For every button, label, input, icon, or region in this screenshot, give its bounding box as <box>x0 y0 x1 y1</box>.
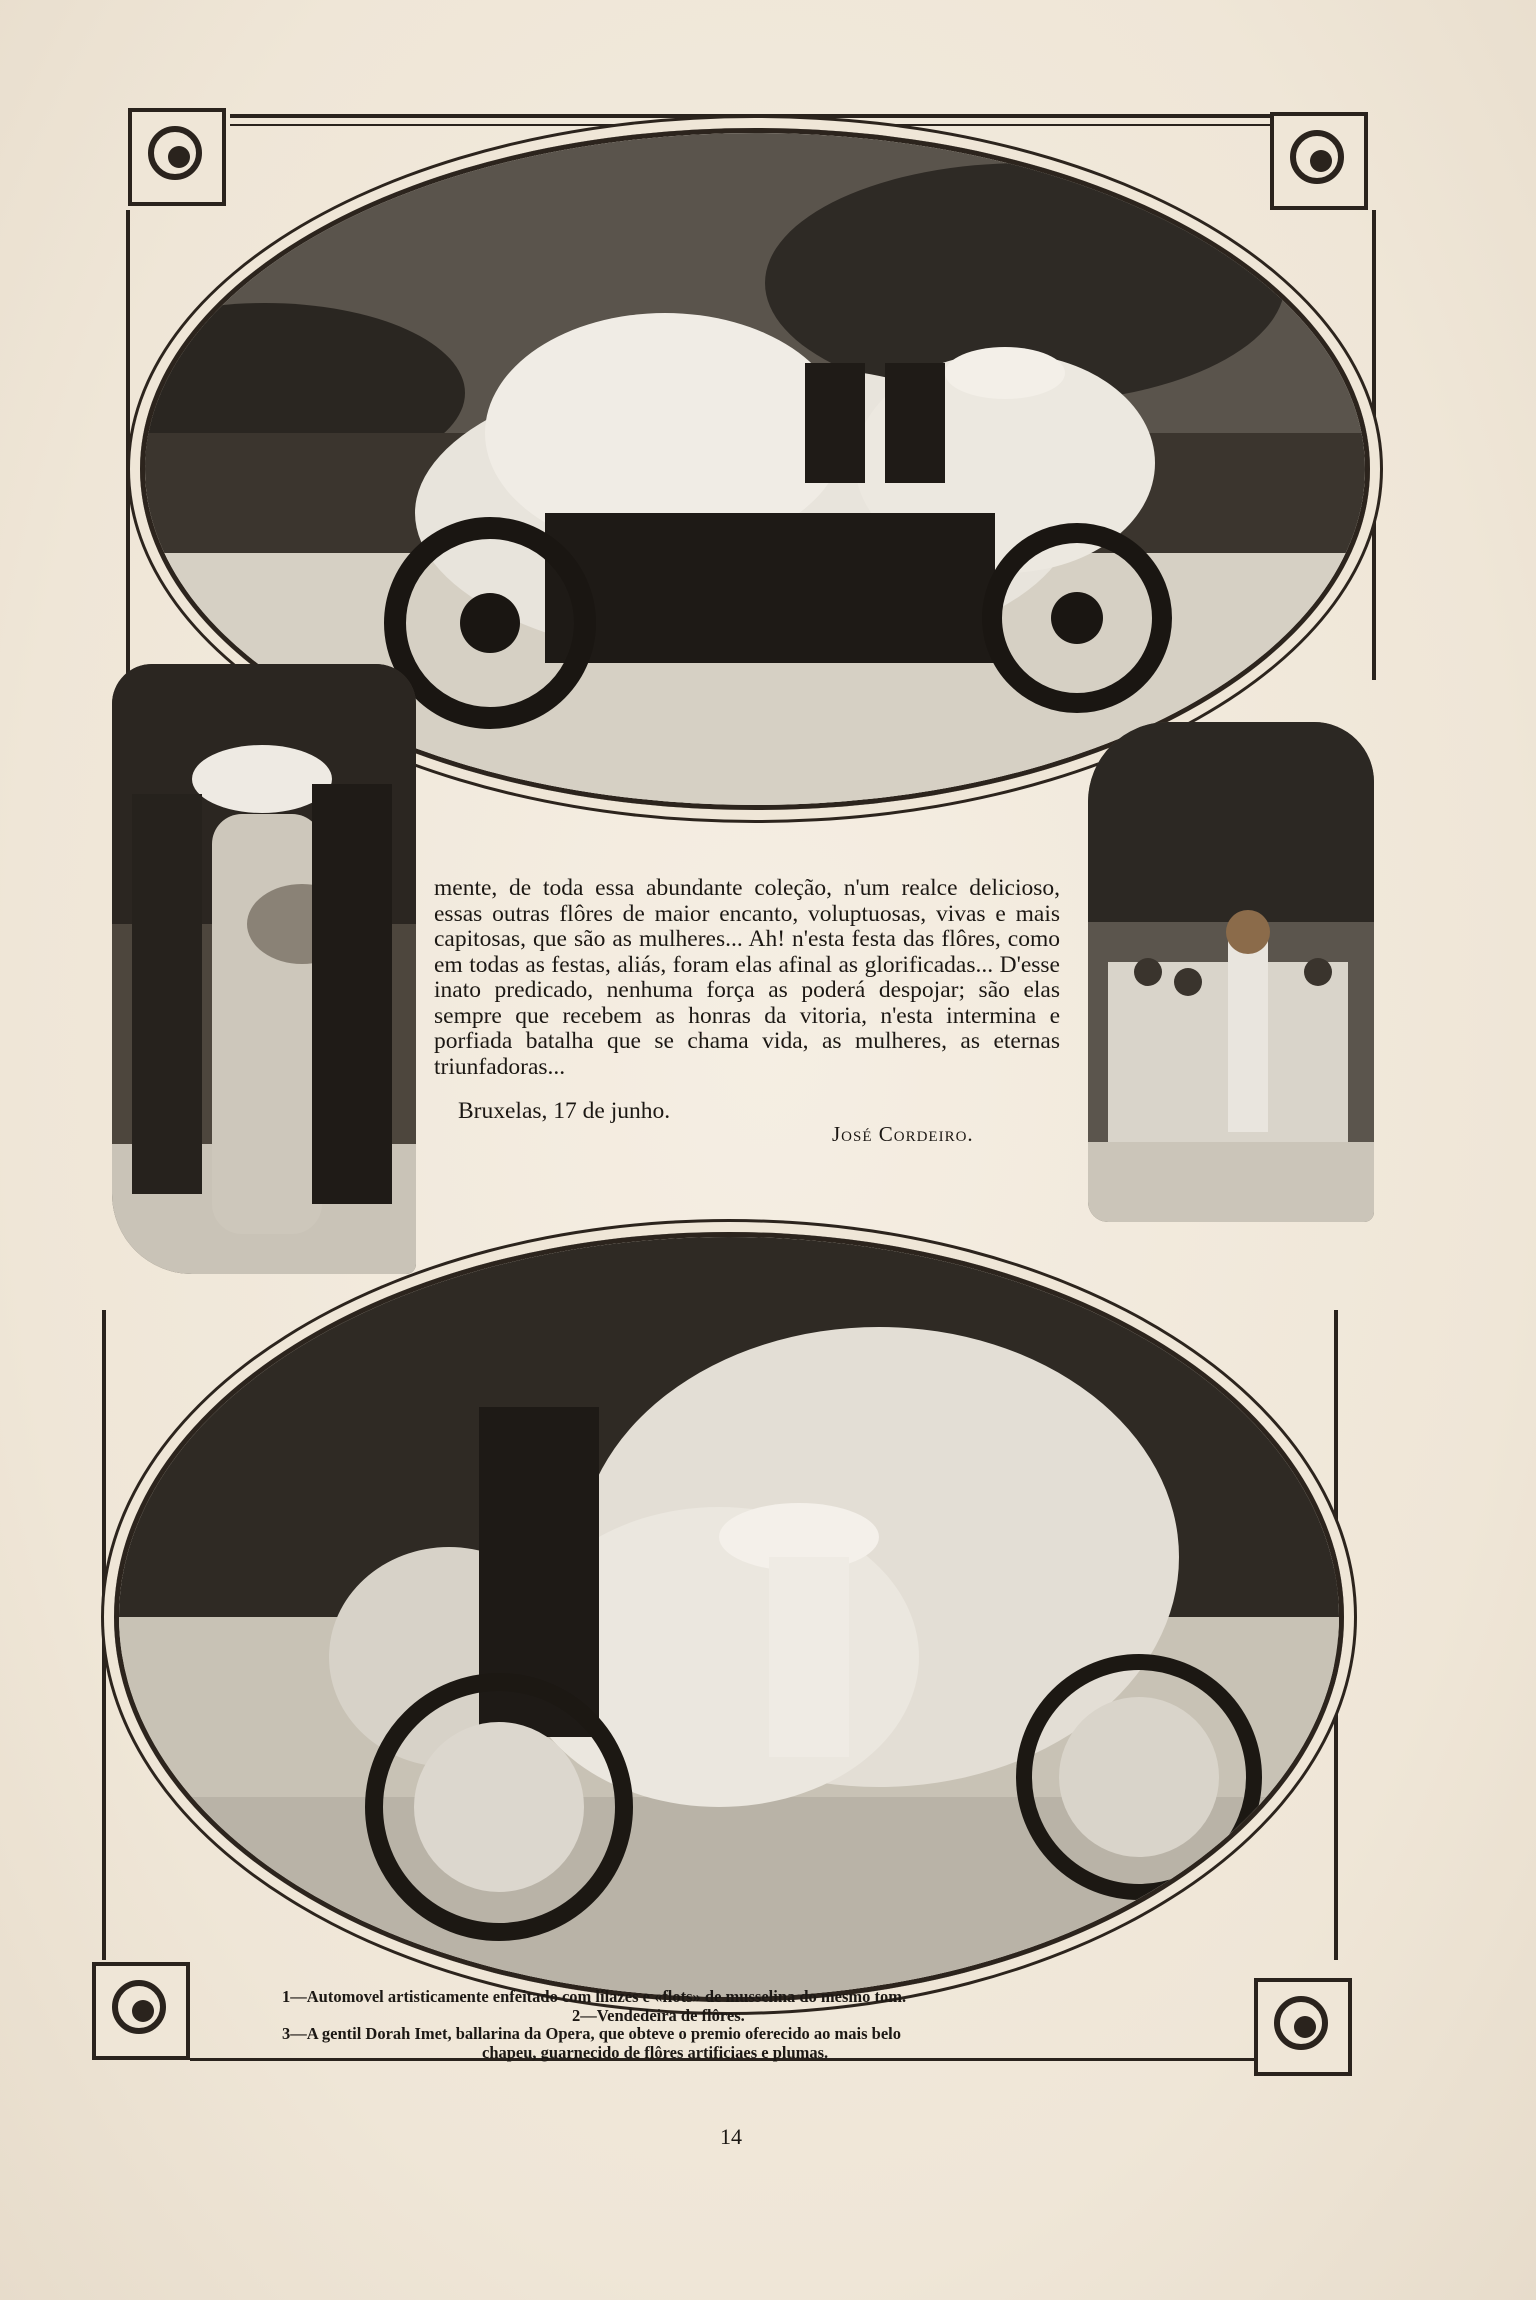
ornament-corner-bottom-left-icon <box>92 1962 190 2060</box>
caption-3-continued: chapeu, guarnecido de flôres artificiaes e plumas. <box>482 2042 829 2062</box>
frame-top-line <box>230 114 1300 118</box>
photo-flower-seller <box>112 664 416 1274</box>
frame-left-line-top <box>126 210 130 680</box>
frame-left-line-bottom <box>102 1310 106 1960</box>
frame-top-line-inner <box>230 124 1300 126</box>
ornament-corner-top-right-icon <box>1270 112 1368 210</box>
article-body <box>434 876 1060 1080</box>
frame-right-line-top <box>1372 210 1376 680</box>
photo-children-image <box>1088 722 1374 1222</box>
photo-carriage-image <box>119 1237 1339 1997</box>
photo-flower-seller-image <box>112 664 416 1274</box>
article-place-date: Bruxelas, 17 de junho. <box>458 1098 671 1124</box>
caption-2: 2—Vendedeira de flôres. <box>572 2005 745 2025</box>
article-author: José Cordeiro. <box>832 1122 974 1146</box>
ornament-corner-top-left-icon <box>128 108 226 206</box>
photo-children-uniform <box>1088 722 1374 1222</box>
photo-captions <box>282 1988 1202 2062</box>
photo-flower-carriage <box>114 1232 1344 2002</box>
caption-1: 1—Automovel artisticamente enfeitado com lilazes e «flots» de musselina do mesmo tom. <box>282 1987 907 2006</box>
page-number: 14 <box>720 2124 742 2149</box>
ornament-corner-bottom-right-icon <box>1254 1978 1352 2076</box>
article-body-text: mente, de toda essa abundante coleção, n'um realce delicioso, essas outras flôres de maior encanto, voluptuosas, vivas e mais capitosas, que são as mulheres... Ah! n'esta festa das flôres, como em todas as festas, aliás, foram elas afinal as glorificadas... D'esse inato predicado, nenhuma força as poderá despojar; são elas sempre que recebem as honras da vitoria, n'esta intermina e porfiada batalha que se chama vida, as mulheres, as eternas triunfadoras... <box>434 875 1060 1080</box>
caption-3: 3—A gentil Dorah Imet, ballarina da Opera, que obteve o premio oferecido ao mais belo <box>282 2024 902 2043</box>
